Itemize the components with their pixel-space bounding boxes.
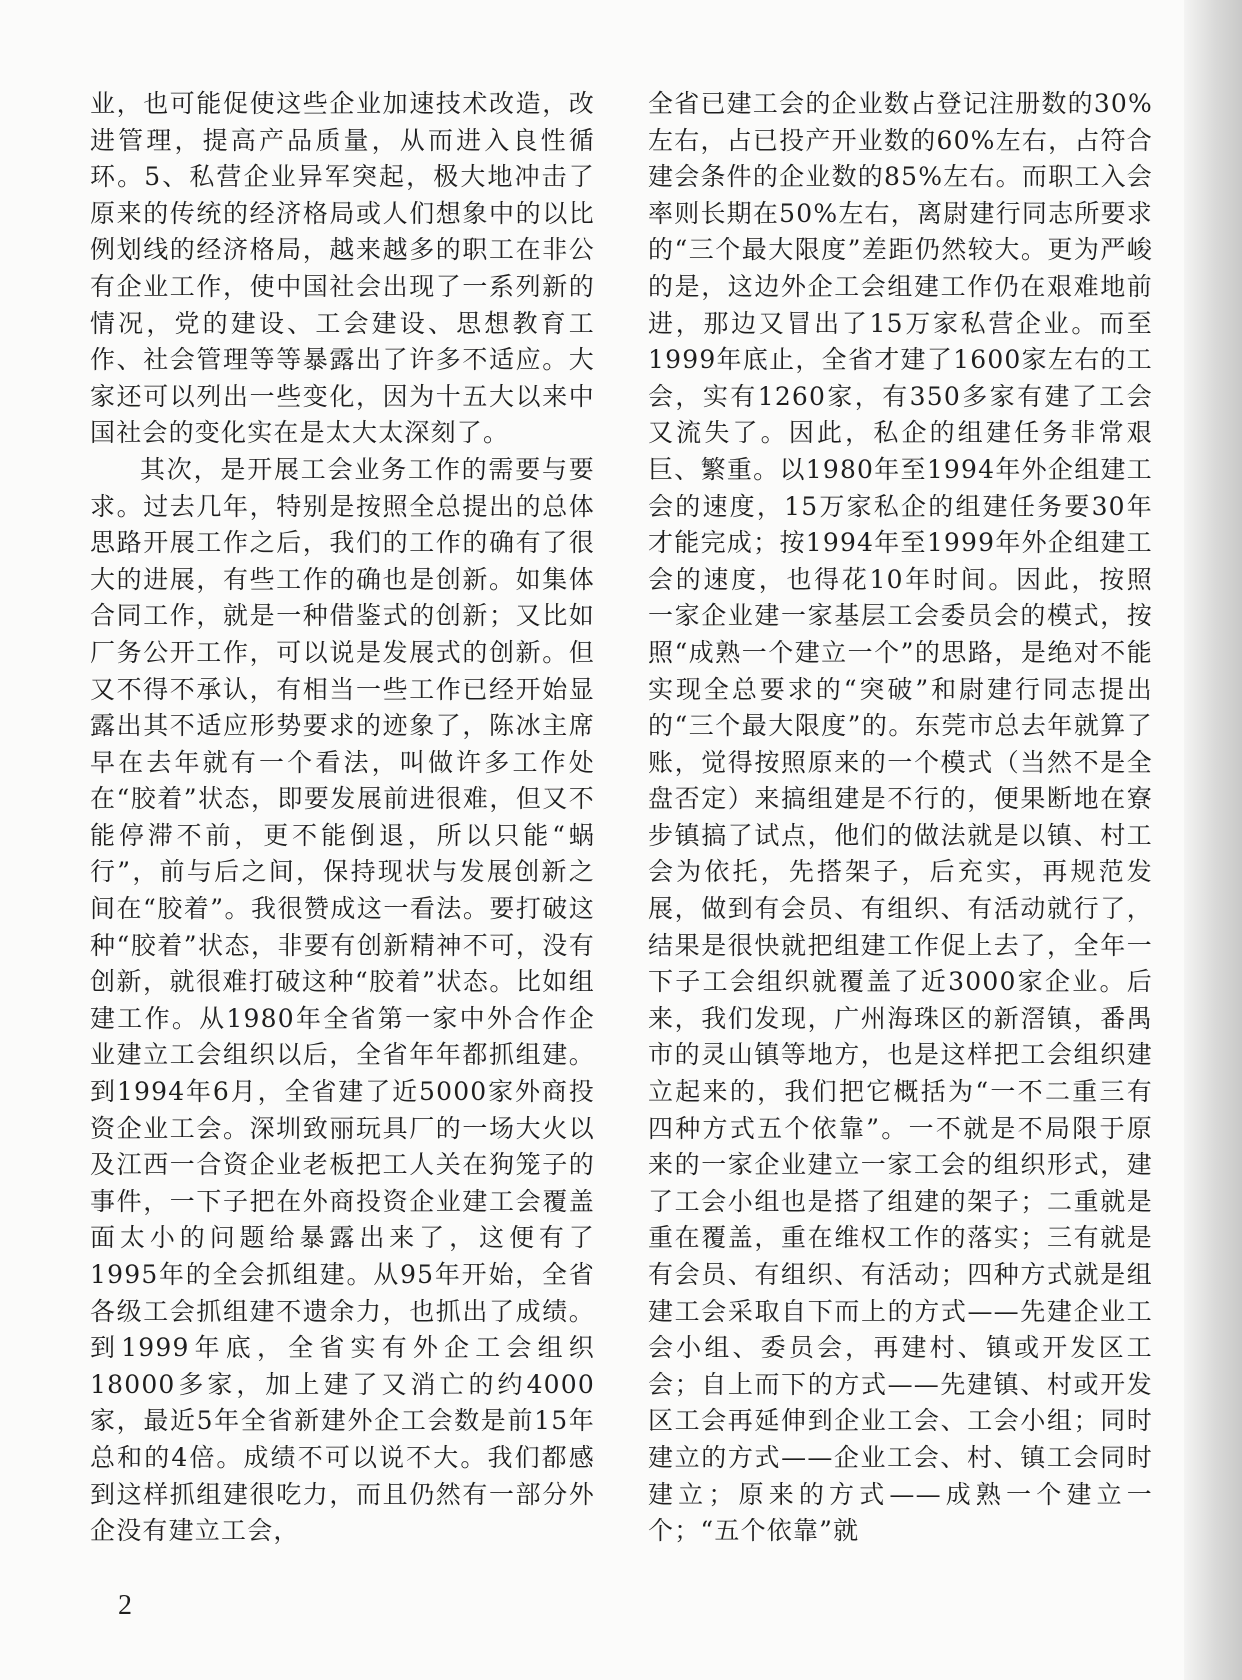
left-paragraph-1: 业，也可能促使这些企业加速技术改造，改进管理，提高产品质量，从而进入良性循环。5、私营企业异军突起，极大地冲击了原来的传统的经济格局或人们想象中的以比例划线的经济格局，越来越多的职工在非公有企业工作，使中国社会出现了一系列新的情况，党的建设、工会建设、思想教育工作、社会管理等等暴露出了许多不适应。大家还可以列出一些变化，因为十五大以来中国社会的变化实在是太大太深刻了。 — [90, 89, 595, 448]
left-text-column — [90, 86, 595, 1550]
page-binding-edge — [1184, 0, 1242, 1680]
right-text-column — [648, 86, 1153, 1550]
right-paragraph-1: 全省已建工会的企业数占登记注册数的30%左右，占已投产开业数的60%左右，占符合建会条件的企业数的85%左右。而职工入会率则长期在50%左右，离尉建行同志所要求的“三个最大限度”差距仍然较大。更为严峻的是，这边外企工会组建工作仍在艰难地前进，那边又冒出了15万家私营企业。而至1999年底止，全省才建了1600家左右的工会，实有1260家，有350多家有建了工会又流失了。因此，私企的组建任务非常艰巨、繁重。以1980年至1994年外企组建工会的速度，15万家私企的组建任务要30年才能完成；按1994年至1999年外企组建工会的速度，也得花10年时间。因此，按照一家企业建一家基层工会委员会的模式，按照“成熟一个建立一个”的思路，是绝对不能实现全总要求的“突破”和尉建行同志提出的“三个最大限度”的。东莞市总去年就算了账，觉得按照原来的一个模式（当然不是全盘否定）来搞组建是不行的，便果断地在寮步镇搞了试点，他们的做法就是以镇、村工会为依托，先搭架子，后充实，再规范发展，做到有会员、有组织、有活动就行了，结果是很快就把组建工作促上去了，全年一下子工会组织就覆盖了近3000家企业。后来，我们发现，广州海珠区的新滘镇，番禺市的灵山镇等地方，也是这样把工会组织建立起来的，我们把它概括为“一不二重三有四种方式五个依靠”。一不就是不局限于原来的一家企业建立一家工会的组织形式，建了工会小组也是搭了组建的架子；二重就是重在覆盖，重在维权工作的落实；三有就是有会员、有组织、有活动；四种方式就是组建工会采取自下而上的方式——先建企业工会小组、委员会，再建村、镇或开发区工会；自上而下的方式——先建镇、村或开发区工会再延伸到企业工会、工会小组；同时建立的方式——企业工会、村、镇工会同时建立；原来的方式——成熟一个建立一个；“五个依靠”就 — [648, 89, 1153, 1546]
page-number: 2 — [118, 1590, 132, 1621]
left-paragraph-2: 其次，是开展工会业务工作的需要与要求。过去几年，特别是按照全总提出的总体思路开展工作之后，我们的工作的确有了很大的进展，有些工作的确也是创新。如集体合同工作，就是一种借鉴式的创新；又比如厂务公开工作，可以说是发展式的创新。但又不得不承认，有相当一些工作已经开始显露出其不适应形势要求的迹象了，陈冰主席早在去年就有一个看法，叫做许多工作处在“胶着”状态，即要发展前进很难，但又不能停滞不前，更不能倒退，所以只能“蜗行”，前与后之间，保持现状与发展创新之间在“胶着”。我很赞成这一看法。要打破这种“胶着”状态，非要有创新精神不可，没有创新，就很难打破这种“胶着”状态。比如组建工作。从1980年全省第一家中外合作企业建立工会组织以后，全省年年都抓组建。到1994年6月，全省建了近5000家外商投资企业工会。深圳致丽玩具厂的一场大火以及江西一合资企业老板把工人关在狗笼子的事件，一下子把在外商投资企业建工会覆盖面太小的问题给暴露出来了，这便有了1995年的全会抓组建。从95年开始，全省各级工会抓组建不遗余力，也抓出了成绩。到1999年底，全省实有外企工会组织18000多家，加上建了又消亡的约4000家，最近5年全省新建外企工会数是前15年总和的4倍。成绩不可以说不大。我们都感到这样抓组建很吃力，而且仍然有一部分外企没有建立工会， — [90, 454, 595, 1546]
